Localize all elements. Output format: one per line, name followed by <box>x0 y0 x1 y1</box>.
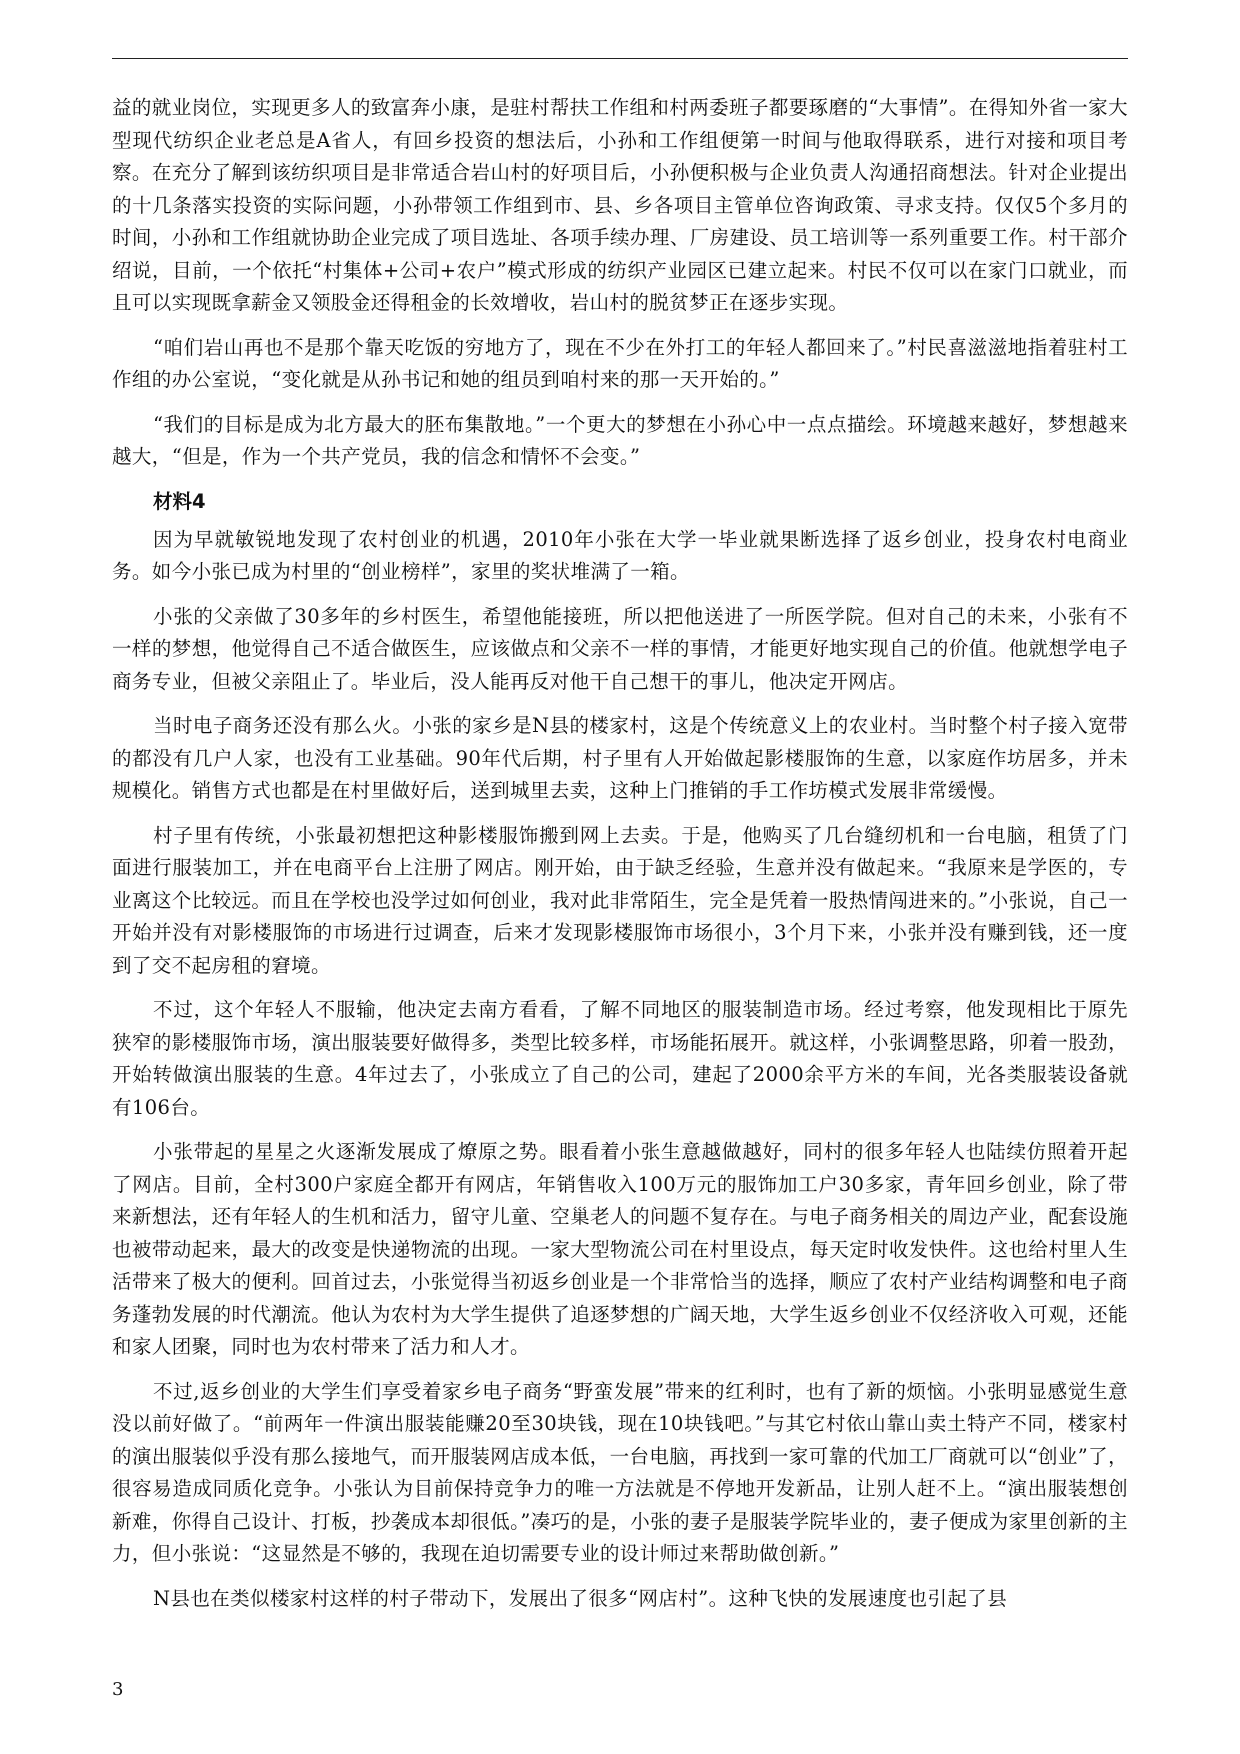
paragraph-new-troubles: 不过,返乡创业的大学生们享受着家乡电子商务“野蛮发展”带来的红利时，也有了新的烦恼。小张明显感觉生意没以前好做了。“前两年一件演出服装能赚20至30块钱，现在10块钱吧。”与其它村依山靠山卖土特产不同，楼家村的演出服装似乎没有那么接地气，而开服装网店成本低，一台电脑，再找到一家可靠的代加工厂商就可以“创业”了，很容易造成同质化竞争。小张认为目前保持竞争力的唯一方法就是不停地开发新品，让别人赶不上。“演出服装想创新难，你得自己设计、打板，抄袭成本却很低。”凑巧的是，小张的妻子是服装学院毕业的，妻子便成为家里创新的主力，但小张说：“这显然是不够的，我现在迫切需要专业的设计师过来帮助做创新。” <box>112 1379 1128 1565</box>
header-rule <box>112 58 1128 59</box>
page-number: 3 <box>112 1679 124 1700</box>
paragraph-goal-quote: “我们的目标是成为北方最大的胚布集散地。”一个更大的梦想在小孙心中一点点描绘。环境越来越好，梦想越来越大，“但是，作为一个共产党员，我的信念和情怀不会变。” <box>112 412 1128 468</box>
paragraph-return-entrepreneurship: 因为早就敏锐地发现了农村创业的机遇，2010年小张在大学一毕业就果断选择了返乡创业，投身农村电商业务。如今小张已成为村里的“创业榜样”，家里的奖状堆满了一箱。 <box>112 527 1128 583</box>
paragraph-first-attempt: 村子里有传统，小张最初想把这种影楼服饰搬到网上去卖。于是，他购买了几台缝纫机和一台电脑，租赁了门面进行服装加工，并在电商平台上注册了网店。刚开始，由于缺乏经验，生意并没有做起来。“我原来是学医的，专业离这个比较远。而且在学校也没学过如何创业，我对此非常陌生，完全是凭着一股热情闯进来的。”小张说，自己一开始并没有对影楼服饰的市场进行过调查，后来才发现影楼服饰市场很小，3个月下来，小张并没有赚到钱，还一度到了交不起房租的窘境。 <box>112 823 1128 977</box>
paragraph-village-background: 当时电子商务还没有那么火。小张的家乡是N县的楼家村，这是个传统意义上的农业村。当时整个村子接入宽带的都没有几户人家，也没有工业基础。90年代后期，村子里有人开始做起影楼服饰的生意，以家庭作坊居多，并未规模化。销售方式也都是在村里做好后，送到城里去卖，这种上门推销的手工作坊模式发展非常缓慢。 <box>112 714 1128 802</box>
document-body <box>112 92 1128 1627</box>
paragraph-continued: 益的就业岗位，实现更多人的致富奔小康，是驻村帮扶工作组和村两委班子都要琢磨的“大事情”。在得知外省一家大型现代纺织企业老总是A省人，有回乡投资的想法后，小孙和工作组便第一时间与他取得联系，进行对接和项目考察。在充分了解到该纺织项目是非常适合岩山村的好项目后，小孙便积极与企业负责人沟通招商想法。针对企业提出的十几条落实投资的实际问题，小孙带领工作组到市、县、乡各项目主管单位咨询政策、寻求支持。仅仅5个多月的时间，小孙和工作组就协助企业完成了项目选址、各项手续办理、厂房建设、员工培训等一系列重要工作。村干部介绍说，目前，一个依托“村集体+公司+农户”模式形成的纺织产业园区已建立起来。村民不仅可以在家门口就业，而且可以实现既拿薪金又领股金还得租金的长效增收，岩山村的脱贫梦正在逐步实现。 <box>112 96 1128 314</box>
paragraph-village-growth: 小张带起的星星之火逐渐发展成了燎原之势。眼看着小张生意越做越好，同村的很多年轻人也陆续仿照着开起了网店。目前，全村300户家庭全都开有网店，年销售收入100万元的服饰加工户30多家，青年回乡创业，除了带来新想法，还有年轻人的生机和活力，留守儿童、空巢老人的问题不复存在。与电子商务相关的周边产业，配套设施也被带动起来，最大的改变是快递物流的出现。一家大型物流公司在村里设点，每天定时收发快件。这也给村里人生活带来了极大的便利。回首过去，小张觉得当初返乡创业是一个非常恰当的选择，顺应了农村产业结构调整和电子商务蓬勃发展的时代潮流。他认为农村为大学生提供了追逐梦想的广阔天地，大学生返乡创业不仅经济收入可观，还能和家人团聚，同时也为农村带来了活力和人才。 <box>112 1140 1128 1358</box>
paragraph-performance-costumes: 不过，这个年轻人不服输，他决定去南方看看，了解不同地区的服装制造市场。经过考察，他发现相比于原先狭窄的影楼服饰市场，演出服装要好做得多，类型比较多样，市场能拓展开。就这样，小张调整思路，卯着一股劲，开始转做演出服装的生意。4年过去了，小张成立了自己的公司，建起了2000余平方米的车间，光各类服装设备就有106台。 <box>112 998 1128 1119</box>
paragraph-county-development: N县也在类似楼家村这样的村子带动下，发展出了很多“网店村”。这种飞快的发展速度也引起了县 <box>153 1586 1008 1610</box>
section-heading-material-4: 材料4 <box>153 489 206 513</box>
paragraph-villager-quote: “咱们岩山再也不是那个靠天吃饭的穷地方了，现在不少在外打工的年轻人都回来了。”村民喜滋滋地指着驻村工作组的办公室说，“变化就是从孙书记和她的组员到咱村来的那一天开始的。” <box>112 335 1128 391</box>
paragraph-father-doctor: 小张的父亲做了30多年的乡村医生，希望他能接班，所以把他送进了一所医学院。但对自己的未来，小张有不一样的梦想，他觉得自己不适合做医生，应该做点和父亲不一样的事情，才能更好地实现自己的价值。他就想学电子商务专业，但被父亲阻止了。毕业后，没人能再反对他干自己想干的事儿，他决定开网店。 <box>112 604 1128 693</box>
